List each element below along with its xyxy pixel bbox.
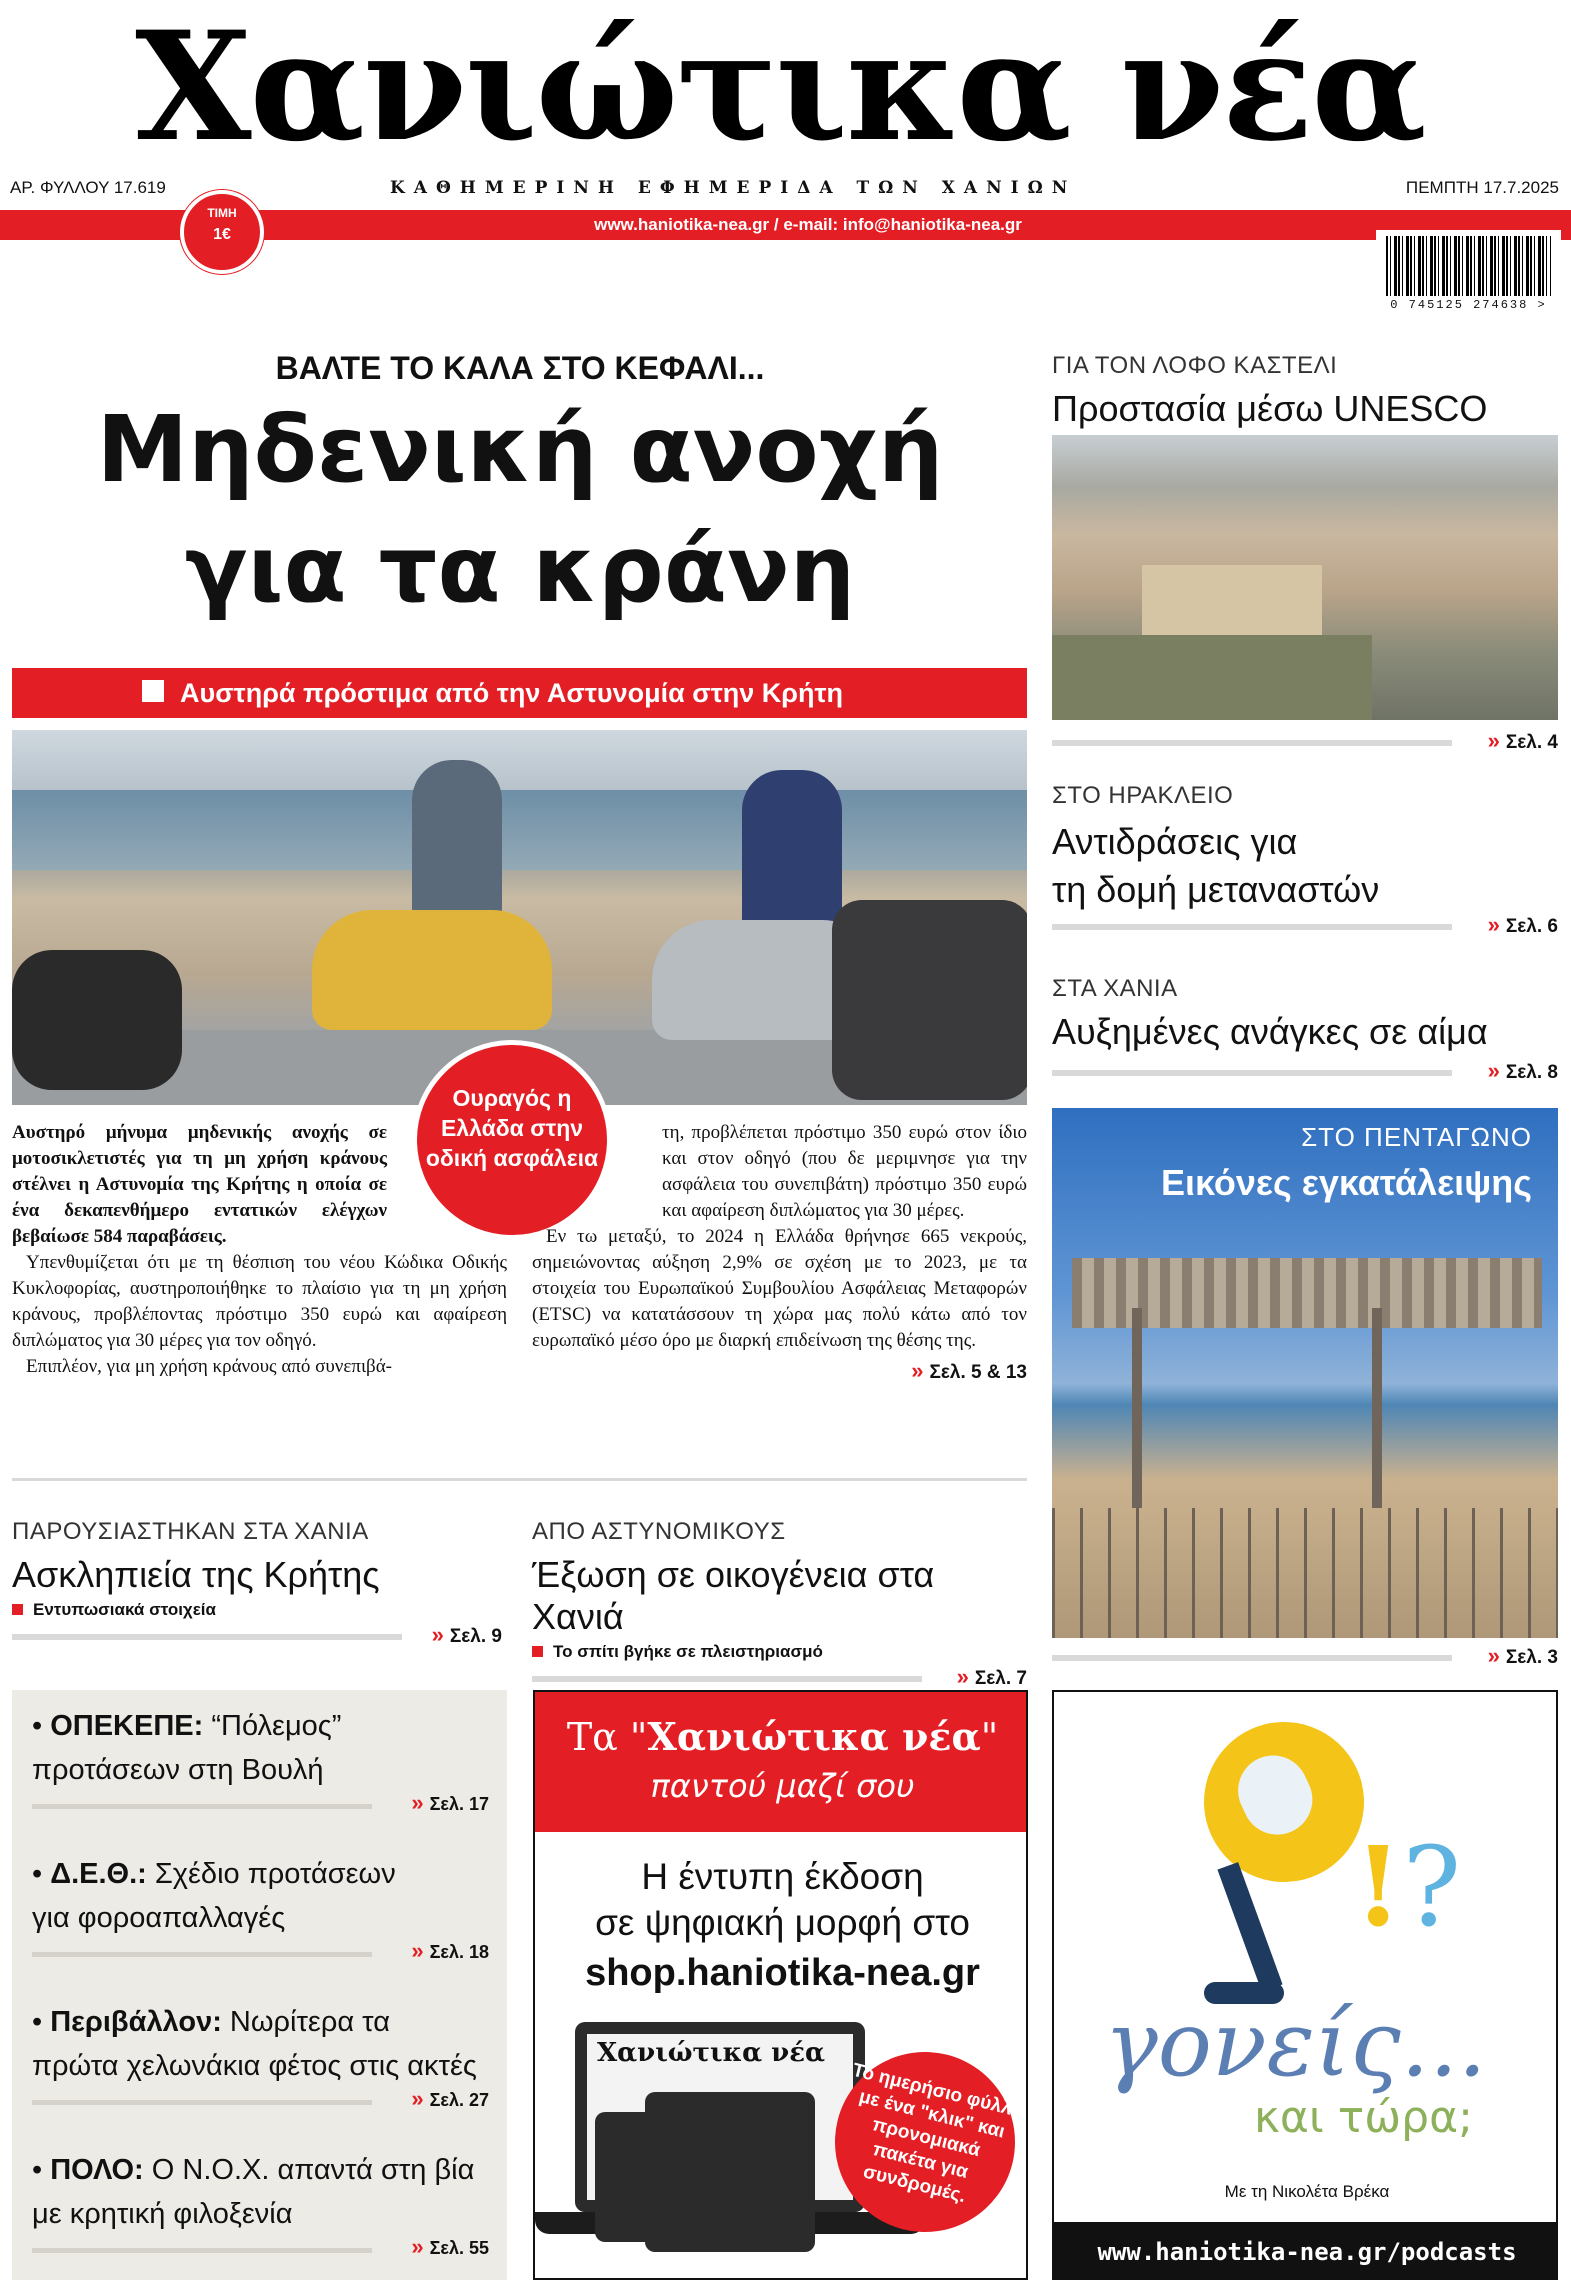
story-eviction[interactable] (532, 1518, 1027, 1694)
sidebar-pentagon-footer (1052, 1643, 1558, 1673)
square-bullet-icon (12, 1604, 23, 1615)
lead-page-ref[interactable] (532, 1358, 1027, 1386)
story-label: ΑΠΟ ΑΣΤΥΝΟΜΙΚΟΥΣ (532, 1518, 786, 1545)
screen-masthead: Χανιώτικα νέα (597, 2038, 826, 2068)
divider (32, 2248, 372, 2253)
ad-body (535, 1854, 1028, 1946)
chevron-right-icon: » (956, 1664, 969, 1689)
brief-page-ref[interactable] (411, 1790, 489, 1816)
brief-item[interactable]: • ΠΟΛΟ: Ο Ν.Ο.Χ. απαντά στη βία με κρητική φιλοξενία (32, 2154, 475, 2230)
divider (12, 1634, 402, 1640)
lead-page-ref-text: Σελ. 5 & 13 (929, 1362, 1027, 1383)
brief-text-2: για φοροαπαλλαγές (32, 1902, 286, 1934)
news-briefs (12, 1690, 507, 2280)
page-ref-text: Σελ. 4 (1505, 732, 1558, 753)
brief-topic: ΠΟΛΟ: (50, 2154, 144, 2186)
contact-links[interactable]: www.haniotika-nea.gr / e-mail: info@haniotika-nea.gr (594, 215, 1022, 234)
photo-pergola-roof (1072, 1258, 1542, 1328)
barcode-number: 0 745125 274638 > (1390, 298, 1547, 312)
ad-slogan: παντού μαζί σου (650, 1767, 915, 1805)
podcast-host: Με τη Νικολέτα Βρέκα (1224, 2182, 1390, 2201)
sidebar-label: ΣΤΟ ΗΡΑΚΛΕΙΟ (1052, 782, 1234, 809)
sidebar-page-ref[interactable] (1488, 1643, 1558, 1669)
brief-topic: Περιβάλλον: (50, 2006, 222, 2038)
divider (1052, 1655, 1452, 1661)
sidebar-page-ref[interactable] (1488, 912, 1558, 938)
sidebar-label: ΓΙΑ ΤΟΝ ΛΟΦΟ ΚΑΣΤΕΛΙ (1052, 352, 1338, 379)
page-ref-text: Σελ. 9 (449, 1626, 502, 1647)
chevron-right-icon: » (411, 2086, 424, 2111)
issue-number: ΑΡ. ΦΥΛΛΟΥ 17.619 (10, 178, 166, 197)
ad-body-line1: Η έντυπη έκδοση (641, 1856, 924, 1897)
page-ref-text: Σελ. 55 (429, 2238, 489, 2258)
lead-paragraph-4: τη, προβλέπεται πρόστιμο 350 ευρώ στον ίδιο και στον οδηγό (που δε μεριμνησε για την ασφάλεια του συνεπιβάτη) πρόστιμο 350 ευρώ και αφαίρεση διπλώματος για 30 μέρες. (662, 1122, 1027, 1221)
chevron-right-icon: » (1487, 728, 1500, 753)
divider (1052, 740, 1452, 746)
chevron-right-icon: » (1487, 1058, 1500, 1083)
brief-topic: Δ.Ε.Θ.: (50, 1858, 147, 1890)
lead-subheadline: Αυστηρά πρόστιμα από την Αστυνομία στην Κρήτη (180, 678, 843, 708)
digital-edition-ad[interactable] (533, 1690, 1028, 2280)
issue-date: ΠΕΜΠΤΗ 17.7.2025 (1405, 178, 1559, 197)
story-page-ref[interactable] (432, 1622, 502, 1648)
photo-motorcycle-right (832, 900, 1027, 1100)
ad-header (535, 1692, 1028, 1832)
divider (32, 2100, 372, 2105)
page-ref-text: Σελ. 18 (429, 1942, 489, 1962)
photo-sea (12, 790, 1027, 870)
lead-kicker: ΒΑΛΤΕ ΤΟ ΚΑΛΑ ΣΤΟ ΚΕΦΑΛΙ... (275, 350, 765, 386)
page-ref-text: Σελ. 7 (974, 1668, 1027, 1689)
divider (1052, 924, 1452, 930)
chevron-right-icon: » (1487, 912, 1500, 937)
photo-park (1052, 635, 1372, 720)
brief-item[interactable]: • Περιβάλλον: Νωρίτερα τα πρώτα χελωνάκια φέτος στις ακτές (32, 2006, 477, 2082)
sidebar-label: ΣΤΟ ΠΕΝΤΑΓΩΝΟ (1301, 1122, 1532, 1152)
ad-headline-prefix: Τα " (566, 1715, 648, 1759)
ad-headline-suffix: " (980, 1715, 999, 1759)
podcast-link[interactable]: www.haniotika-nea.gr/podcasts (1054, 2222, 1558, 2280)
page-ref-text: Σελ. 8 (1505, 1062, 1558, 1083)
podcast-subtitle: και τώρα; (1254, 2092, 1473, 2143)
mic-face (1227, 1744, 1324, 1846)
brief-text-2: πρώτα χελωνάκια φέτος στις ακτές (32, 2050, 477, 2082)
sidebar-title-line2: τη δομή μεταναστών (1052, 869, 1380, 910)
divider (32, 1952, 372, 1957)
price-label: ΤΙΜΗ (207, 206, 237, 220)
divider (12, 1478, 1027, 1481)
brief-item[interactable]: • Δ.Ε.Θ.: Σχέδιο προτάσεων για φοροαπαλλαγές (32, 1858, 396, 1934)
sidebar-title: Αυξημένες ανάγκες σε αίμα (1052, 1011, 1488, 1052)
brief-item[interactable]: • ΟΠΕΚΕΠΕ: “Πόλεμος” προτάσεων στη Βουλή (32, 1710, 342, 1786)
story-title: Έξωση σε οικογένεια στα Χανιά (532, 1554, 935, 1637)
brief-text: Ο Ν.Ο.Χ. απαντά στη βία (143, 2154, 475, 2186)
story-page-ref[interactable] (957, 1664, 1027, 1690)
brief-page-ref[interactable] (411, 1938, 489, 1964)
story-title: Ασκληπιεία της Κρήτης (12, 1554, 380, 1595)
subscription-burst: Το ημερήσιο φύλλο με ένα "κλικ" και προνομιακά πακέτα για συνδρομές. (816, 2033, 1028, 2251)
sidebar-castle-footer (1052, 728, 1558, 758)
tablet-icon (645, 2092, 815, 2252)
ad-headline (535, 1714, 1028, 1759)
brief-text: Νωρίτερα τα (221, 2006, 390, 2038)
page-ref-text: Σελ. 17 (429, 1794, 489, 1814)
barcode (1376, 230, 1561, 320)
castle-photo (1052, 435, 1558, 720)
square-bullet-icon (532, 1646, 543, 1657)
brief-text: Σχέδιο προτάσεων (146, 1858, 396, 1890)
brief-text: “Πόλεμος” (203, 1710, 342, 1742)
page-ref-text: Σελ. 27 (429, 2090, 489, 2110)
chevron-right-icon: » (911, 1358, 924, 1383)
photo-building (1142, 565, 1322, 645)
photo-scooter-yellow (312, 910, 552, 1030)
ad-shop-link[interactable]: shop.haniotika-nea.gr (585, 1952, 980, 1994)
price-value: 1€ (213, 226, 231, 243)
chevron-right-icon: » (411, 1938, 424, 1963)
brief-topic: ΟΠΕΚΕΠΕ: (50, 1710, 204, 1742)
barcode-bars (1386, 236, 1551, 296)
page-ref-text: Σελ. 3 (1505, 1647, 1558, 1668)
lead-paragraph-5: Εν τω μεταξύ, το 2024 η Ελλάδα θρήνησε 665 νεκρούς, σημειώνοντας αύξηση 2,9% σε σχέση με το 2023, με τα στοιχεία του Ευρωπαϊκού Συμβουλίου Ασφάλειας Μεταφορών (ETSC) να κατατάσσουν τη χώρα μας πολύ κάτω από τον ευρωπαϊκό μέσο όρο με διαρκή επιδείνωση της θέσης της. (532, 1226, 1027, 1351)
lead-column-1 (12, 1120, 507, 1380)
story-label: ΠΑΡΟΥΣΙΑΣΤΗΚΑΝ ΣΤΑ ΧΑΝΙΑ (12, 1518, 369, 1545)
brief-page-ref[interactable] (411, 2234, 489, 2260)
chevron-right-icon: » (411, 1790, 424, 1815)
sidebar-page-ref[interactable] (1488, 728, 1558, 754)
sidebar-label: ΣΤΑ ΧΑΝΙΑ (1052, 975, 1178, 1002)
lead-paragraph: Αυστηρό μήνυμα μηδενικής ανοχής σε μοτοσικλετιστές για τη μη χρήση κράνους στέλνει η Αστυνομία της Κρήτης η οποία σε ένα δεκαπενθήμερο εντατικών ελέγχων βεβαίωσε 584 παραβάσεις. (12, 1122, 387, 1247)
sidebar-title: Εικόνες εγκατάλειψης (1161, 1162, 1532, 1203)
story-subtitle: Το σπίτι βγήκε σε πλειστηριασμό (553, 1642, 823, 1661)
sidebar-castle[interactable] (1052, 352, 1558, 430)
podcast-title: γονείς... (1104, 1992, 1487, 2097)
lead-column-2 (532, 1120, 1027, 1386)
photo-motorcycle-left (12, 950, 182, 1090)
square-bullet-icon (142, 680, 164, 702)
brief-text-2: με κρητική φιλοξενία (32, 2198, 293, 2230)
phone-icon (595, 2112, 665, 2242)
ad-body-line2: σε ψηφιακή μορφή στο (595, 1902, 970, 1943)
divider (1052, 1070, 1452, 1076)
lead-headline[interactable] (20, 390, 1020, 630)
sidebar-blood[interactable] (1052, 975, 1558, 1053)
lead-paragraph-3: Επιπλέον, για μη χρήση κράνους από συνεπιβά- (26, 1356, 393, 1377)
brief-page-ref[interactable] (411, 2086, 489, 2112)
podcast-ad[interactable] (1052, 1690, 1558, 2280)
sidebar-blood-footer (1052, 1058, 1558, 1088)
chevron-right-icon: » (431, 1622, 444, 1647)
story-asklipieia[interactable] (12, 1518, 502, 1652)
sidebar-title-line1: Αντιδράσεις για (1052, 821, 1298, 862)
road-safety-badge: Ουραγός η Ελλάδα στην οδική ασφάλεια (412, 1040, 612, 1240)
photo-fence (1052, 1508, 1558, 1638)
sidebar-title: Προστασία μέσω UNESCO (1052, 388, 1488, 429)
lead-paragraph-2: Υπενθυμίζεται ότι με τη θέσπιση του νέου Κώδικα Οδικής Κυκλοφορίας, αυστηροποιήθηκε το πλαίσιο για τη μη χρήση κράνους, προβλέποντας πρόστιμο 350 ευρώ και αφαίρεση διπλώματος για 30 μέρες για τον οδηγό. (12, 1252, 507, 1351)
price-badge (180, 190, 264, 274)
question-exclamation-icon (1354, 1822, 1461, 1951)
page-ref-text: Σελ. 6 (1505, 916, 1558, 937)
sidebar-heraklion-footer (1052, 912, 1558, 942)
ad-brand: Χανιώτικα νέα (647, 1714, 981, 1759)
sidebar-page-ref[interactable] (1488, 1058, 1558, 1084)
chevron-right-icon: » (1487, 1643, 1500, 1668)
sidebar-heraklion[interactable] (1052, 782, 1558, 914)
brief-text-2: προτάσεων στη Βουλή (32, 1754, 324, 1786)
divider (532, 1676, 922, 1682)
masthead-title: Χανιώτικα νέα (135, 0, 1425, 175)
chevron-right-icon: » (411, 2234, 424, 2259)
exclamation-mark: ! (1354, 1822, 1403, 1951)
lead-headline-line1: Μηδενική ανοχή (96, 396, 944, 503)
story-subtitle: Εντυπωσιακά στοιχεία (33, 1600, 216, 1619)
tagline: ΚΑΘΗΜΕΡΙΝΗ ΕΦΗΜΕΡΙΔΑ ΤΩΝ ΧΑΝΙΩΝ (390, 178, 1077, 198)
divider (32, 1804, 372, 1809)
lead-headline-line2: για τα κράνη (184, 516, 856, 623)
question-mark: ? (1402, 1823, 1462, 1951)
